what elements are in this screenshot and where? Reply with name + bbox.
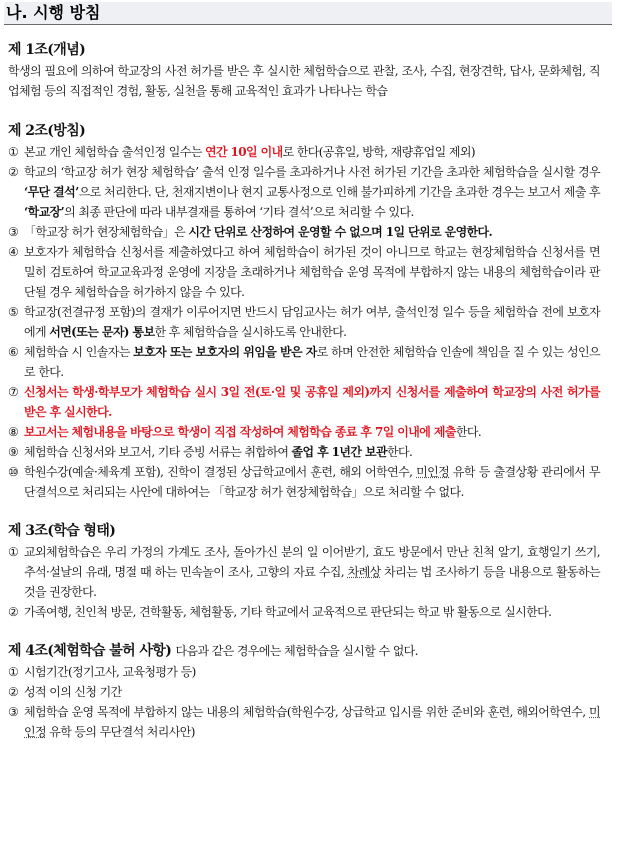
item-text: 으로 처리한다. 단, 천재지변이나 현지 교통사정으로 인해 불가피하게 기간을 초과한 경우는 보고서 제출 후	[78, 185, 600, 199]
item-number: ③	[8, 705, 19, 719]
list-item	[8, 462, 600, 502]
item-number: ①	[8, 545, 19, 559]
item-text: 본교 개인 체험학습 출석인정 일수는	[24, 145, 205, 159]
item-text: 연간 10일 이내	[204, 145, 283, 159]
item-text: 시험기간(정기고사, 교육청평가 등)	[24, 665, 196, 679]
item-text: 체험학습 운영 목적에 부합하지 않는 내용의 체험학습(학원수강, 상급학교 입시를 위한 준비와 훈련, 해외어학연수,	[24, 705, 589, 719]
list-item	[8, 162, 600, 222]
item-text: 로 하며 안전한 체험학습 인솔에 책임을 질 수 있는 성인으로 한다.	[24, 345, 600, 379]
item-number: ⑦	[8, 385, 19, 399]
item-text: 한다.	[455, 425, 482, 439]
item-text: 한다.	[386, 445, 413, 459]
list-item	[8, 302, 600, 342]
item-text: 성적 이의 신청 기간	[24, 685, 122, 699]
item-number: ⑨	[8, 445, 19, 459]
item-number: ①	[8, 665, 19, 679]
list-item	[8, 242, 600, 302]
list-item	[8, 702, 600, 742]
list-item	[8, 422, 600, 442]
item-text: ‘학교장’	[24, 205, 65, 219]
article-3	[8, 521, 600, 622]
item-number: ②	[8, 685, 19, 699]
item-text: ‘무단 결석’	[24, 185, 79, 199]
item-text: 학교장(전결규정 포함)의 결재가 이루어지면 반드시 담임교사는 허가 여부, 출석인정 일수 등을 체험학습 전에 보호자에게	[24, 305, 600, 339]
item-text: 교외체험학습은 우리 가정의 가계도 조사, 돌아가신 분의 일 이어받기, 효도 방문에서 만난 친척 알기, 효행일기 쓰기, 추석·설날의 유래, 명절 때 하는 민속놀이 조사, 고향의 자료 수집,	[24, 545, 600, 579]
article-item-list	[8, 142, 600, 502]
article-4	[8, 641, 600, 742]
item-text: 체험학습 시 인솔자는	[24, 345, 134, 359]
page-title: 나. 시행 방침	[6, 3, 101, 22]
item-number: ③	[8, 225, 19, 239]
article-title: 제 3조(학습 형태)	[8, 523, 116, 539]
list-item	[8, 222, 600, 242]
list-item	[8, 342, 600, 382]
list-item	[8, 442, 600, 462]
item-text: 학원수강(예술·체육계 포함), 진학이 결정된 상급학교에서 훈련, 해외 어학연수,	[24, 465, 417, 479]
article-2	[8, 121, 600, 502]
item-text: 미인정	[24, 705, 600, 739]
list-item	[8, 142, 600, 162]
item-text: 유학 등의 무단결석 처리사안)	[45, 725, 195, 739]
list-item	[8, 542, 600, 602]
item-number: ⑩	[8, 465, 19, 479]
item-text: 시간 단위로 산정하여 운영할 수 없으며 1일 단위로 운영한다.	[188, 225, 493, 239]
item-text: 차리는 법 조사하기 등을 내용으로 활동하는 것을 권장한다.	[24, 565, 600, 599]
article-title-suffix: 다음과 같은 경우에는 체험학습을 실시할 수 없다.	[175, 644, 418, 658]
article-item-list	[8, 542, 600, 622]
list-item	[8, 662, 600, 682]
item-number: ⑧	[8, 425, 19, 439]
list-item	[8, 602, 600, 622]
item-text: 서면(또는 문자) 통보	[49, 325, 155, 339]
item-number: ②	[8, 605, 19, 619]
list-item	[8, 682, 600, 702]
item-text: 체험학습 신청서와 보고서, 기타 증빙 서류는 취합하여	[24, 445, 292, 459]
item-number: ②	[8, 165, 19, 179]
list-item	[8, 382, 600, 422]
item-text: 유학 등 출결상황 관리에서 무단결석으로 처리되는 사안에 대하여는 「학교장 허가 현장체험학습」으로 처리할 수 없다.	[24, 465, 600, 499]
item-text: 보호자가 체험학습 신청서를 제출하였다고 하여 체험학습이 허가된 것이 아니므로 학교는 현장체험학습 신청서를 면밀히 검토하여 학교교육과정 운영에 지장을 초래하거나 체험학습 운영 목적에 부합하지 않는 내용의 체험학습이라 판단될 경우 체험학습을 허가하지 않을 수 있다.	[24, 245, 600, 299]
item-text: 「학교장 허가 현장체험학습」은	[24, 225, 189, 239]
article-item-list	[8, 662, 600, 742]
item-text: 가족여행, 친인척 방문, 견학활동, 체험활동, 기타 학교에서 교육적으로 판단되는 학교 밖 활동으로 실시한다.	[24, 605, 552, 619]
article-title: 제 2조(방침)	[8, 123, 86, 139]
header-divider	[4, 24, 612, 25]
item-text: 보호자 또는 보호자의 위임을 받은 자	[133, 345, 317, 359]
item-text: 학교의 ‘학교장 허가 현장 체험학습’ 출석 인정 일수를 초과하거나 사전 허가된 기간을 초과한 체험학습을 실시할 경우	[24, 165, 600, 179]
item-text: 차례상	[347, 565, 381, 579]
document-body	[8, 40, 600, 761]
item-text: 미인정	[416, 465, 450, 479]
article-title: 제 4조(체험학습 불허 사항)	[8, 643, 172, 659]
article-title: 제 1조(개념)	[8, 42, 86, 58]
item-number: ①	[8, 145, 19, 159]
item-number: ⑤	[8, 305, 19, 319]
article-1	[8, 40, 600, 101]
article-title-row	[8, 641, 600, 661]
item-text: 한 후 체험학습을 실시하도록 안내한다.	[154, 325, 347, 339]
item-number: ⑥	[8, 345, 19, 359]
item-text: 로 한다(공휴일, 방학, 재량휴업일 제외)	[282, 145, 475, 159]
item-text: 졸업 후 1년간 보관	[291, 445, 387, 459]
item-number: ④	[8, 245, 19, 259]
item-text: 신청서는 학생·학부모가 체험학습 실시 3일 전(토·일 및 공휴일 제외)까지 신청서를 제출하여 학교장의 사전 허가를 받은 후 실시한다.	[24, 385, 600, 419]
item-text: 보고서는 체험내용을 바탕으로 학생이 직접 작성하여 체험학습 종료 후 7일 이내에 제출	[24, 425, 456, 439]
article-text: 학생의 필요에 의하여 학교장의 사전 허가를 받은 후 실시한 체험학습으로 관찰, 조사, 수집, 현장견학, 답사, 문화체험, 직업체험 등의 직접적인 경험, 활동, 실천을 통해 교육적인 효과가 나타나는 학습	[8, 64, 600, 98]
item-text: 의 최종 판단에 따라 내부결재를 통하여 ‘기타 결석’으로 처리할 수 있다.	[64, 205, 414, 219]
